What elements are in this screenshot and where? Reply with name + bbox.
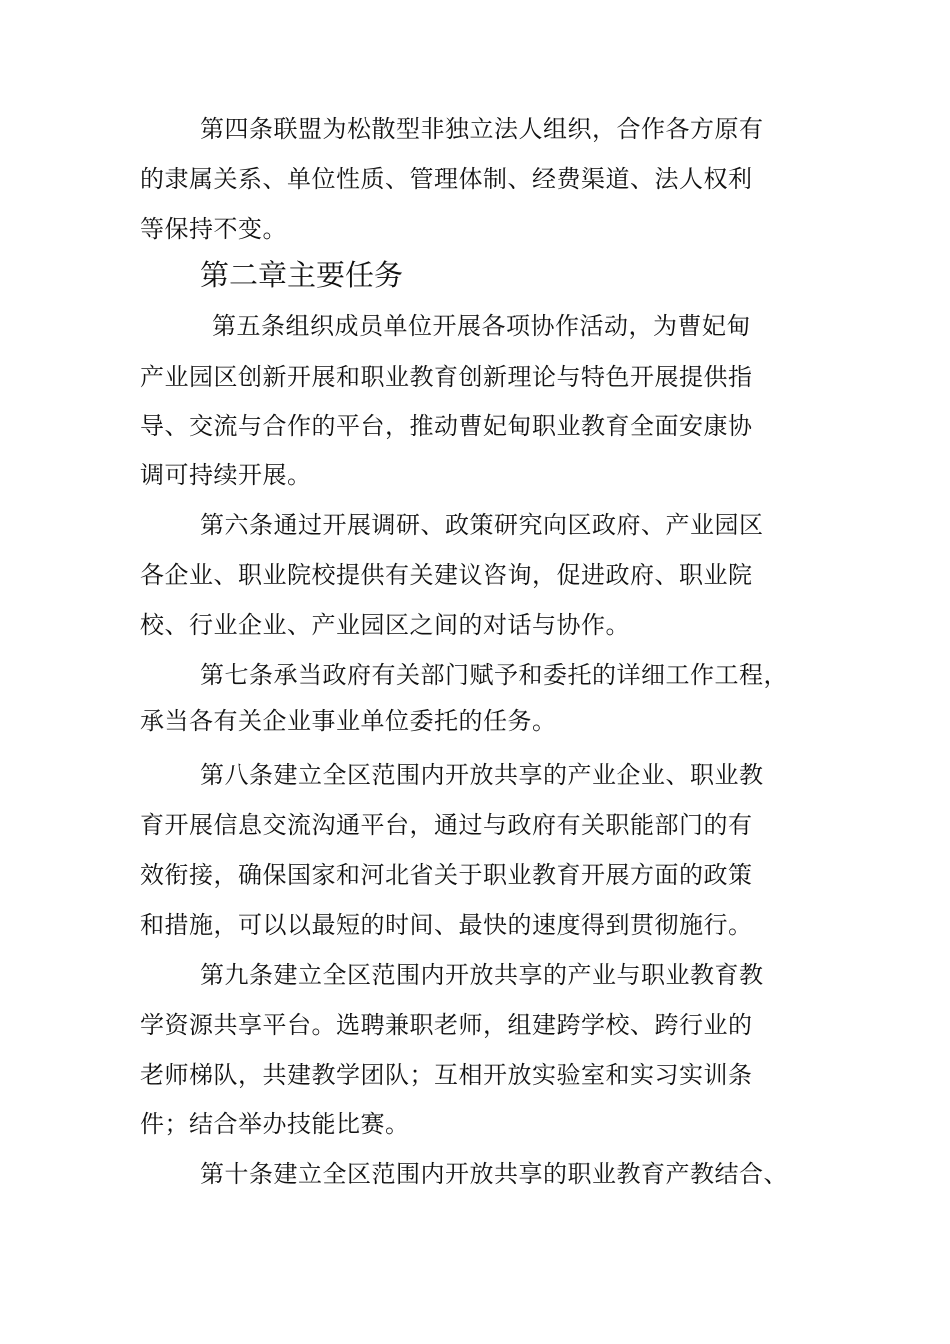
article-5-line-3: 导、交流与合作的平台，推动曹妃甸职业教育全面安康协 xyxy=(140,412,753,440)
article-8-line-4: 和措施，可以以最短的时间、最快的速度得到贯彻施行。 xyxy=(140,911,753,939)
article-8-line-1: 第八条建立全区范围内开放共享的产业企业、职业教 xyxy=(200,761,764,789)
article-4-line-1: 第四条联盟为松散型非独立法人组织，合作各方原有 xyxy=(200,115,764,143)
article-8-line-2: 育开展信息交流沟通平台，通过与政府有关职能部门的有 xyxy=(140,811,753,839)
chapter-heading: 第二章主要任务 xyxy=(200,258,404,292)
article-6-line-2: 各企业、职业院校提供有关建议咨询，促进政府、职业院 xyxy=(140,561,753,589)
article-9-line-2: 学资源共享平台。选聘兼职老师，组建跨学校、跨行业的 xyxy=(140,1011,753,1039)
article-8-line-3: 效衔接，确保国家和河北省关于职业教育开展方面的政策 xyxy=(140,861,753,889)
article-6-line-3: 校、行业企业、产业园区之间的对话与协作。 xyxy=(140,611,630,639)
article-9-line-1: 第九条建立全区范围内开放共享的产业与职业教育教 xyxy=(200,961,764,989)
article-5-line-2: 产业园区创新开展和职业教育创新理论与特色开展提供指 xyxy=(140,363,753,391)
article-6-line-1: 第六条通过开展调研、政策研究向区政府、产业园区 xyxy=(200,511,764,539)
article-9-line-3: 老师梯队，共建教学团队；互相开放实验室和实习实训条 xyxy=(140,1061,753,1089)
article-4-line-3: 等保持不变。 xyxy=(140,215,287,243)
article-5-line-1: 第五条组织成员单位开展各项协作活动，为曹妃甸 xyxy=(212,312,751,340)
article-4-line-2: 的隶属关系、单位性质、管理体制、经费渠道、法人权利 xyxy=(140,165,753,193)
article-5-line-4: 调可持续开展。 xyxy=(140,461,312,489)
article-7-line-2: 承当各有关企业事业单位委托的任务。 xyxy=(140,707,557,735)
article-10-line-1: 第十条建立全区范围内开放共享的职业教育产教结合、 xyxy=(200,1160,788,1188)
article-9-line-4: 件；结合举办技能比赛。 xyxy=(140,1110,410,1138)
article-7-line-1: 第七条承当政府有关部门赋予和委托的详细工作工程， xyxy=(200,661,788,689)
